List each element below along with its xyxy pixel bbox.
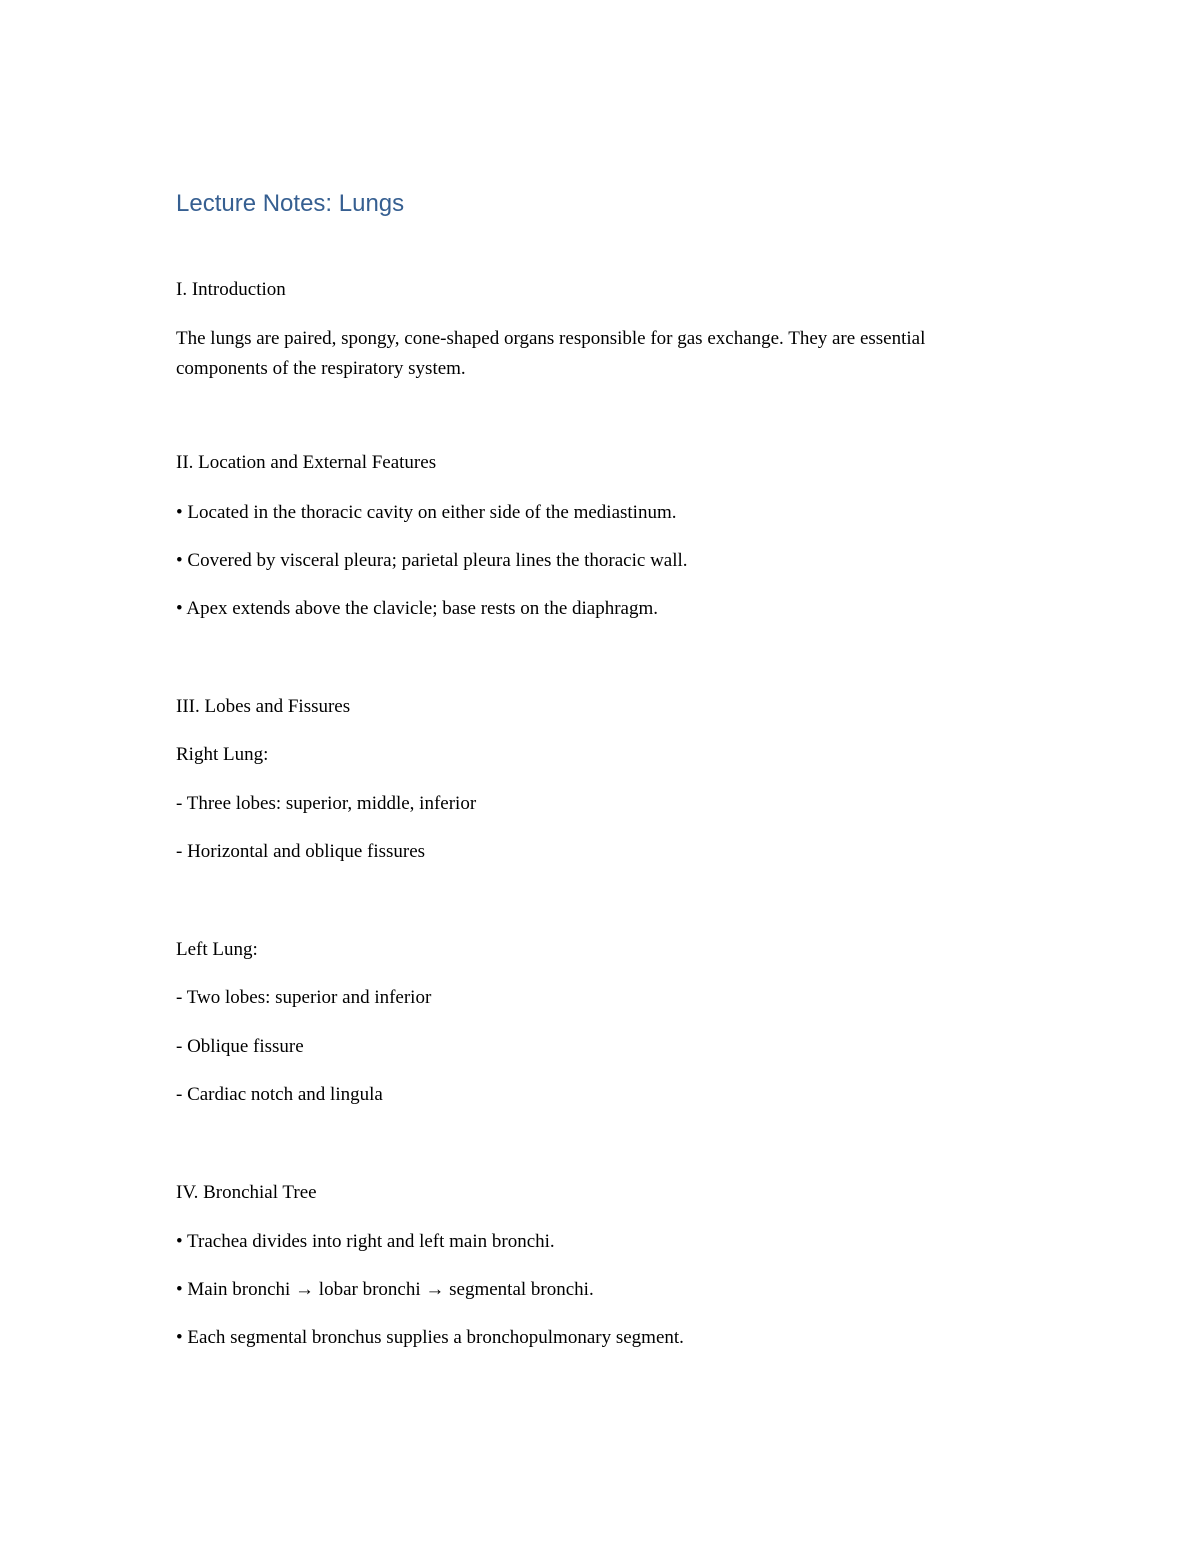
list-item: - Three lobes: superior, middle, inferior bbox=[176, 793, 477, 814]
list-item: • Trachea divides into right and left main bronchi. bbox=[176, 1231, 555, 1252]
introduction-paragraph: The lungs are paired, spongy, cone-shaped organs responsible for gas exchange. They are essential components of the respiratory system. bbox=[176, 328, 926, 379]
list-item: • Each segmental bronchus supplies a bronchopulmonary segment. bbox=[176, 1327, 684, 1348]
list-item: - Two lobes: superior and inferior bbox=[176, 987, 432, 1008]
list-item: • Main bronchi → lobar bronchi → segmental bronchi. bbox=[176, 1279, 594, 1300]
section-heading-location: II. Location and External Features bbox=[176, 452, 437, 473]
left-lung-label: Left Lung: bbox=[176, 939, 258, 960]
right-lung-label: Right Lung: bbox=[176, 744, 269, 765]
page-title: Lecture Notes: Lungs bbox=[176, 190, 405, 217]
list-item: - Horizontal and oblique fissures bbox=[176, 841, 426, 862]
list-item: • Located in the thoracic cavity on either side of the mediastinum. bbox=[176, 502, 677, 523]
list-item: - Cardiac notch and lingula bbox=[176, 1084, 383, 1105]
list-item: - Oblique fissure bbox=[176, 1036, 304, 1057]
list-item: • Covered by visceral pleura; parietal pleura lines the thoracic wall. bbox=[176, 550, 688, 571]
section-heading-lobes: III. Lobes and Fissures bbox=[176, 696, 351, 717]
list-item: • Apex extends above the clavicle; base rests on the diaphragm. bbox=[176, 598, 659, 619]
section-heading-bronchial-tree: IV. Bronchial Tree bbox=[176, 1182, 317, 1203]
section-heading-introduction: I. Introduction bbox=[176, 279, 286, 300]
